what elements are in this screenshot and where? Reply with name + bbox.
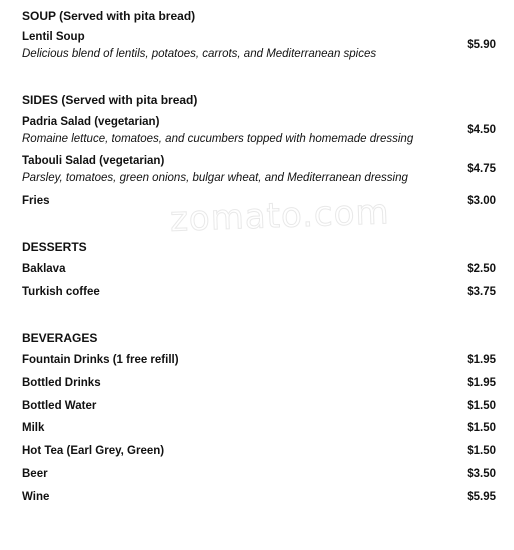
item-price-fries: $3.00 bbox=[467, 195, 496, 207]
item-desc-tabouli-salad: Parsley, tomatoes, green onions, bulgar wheat, and Mediterranean dressing bbox=[22, 172, 408, 184]
item-price-baklava: $2.50 bbox=[467, 263, 496, 275]
item-desc-lentil-soup: Delicious blend of lentils, potatoes, carrots, and Mediterranean spices bbox=[22, 48, 377, 60]
item-price-padria-salad: $4.50 bbox=[467, 124, 496, 136]
item-name-tabouli-salad: Tabouli Salad (vegetarian) bbox=[22, 155, 165, 167]
item-desc-padria-salad: Romaine lettuce, tomatoes, and cucumbers topped with homemade dressing bbox=[22, 133, 414, 145]
item-name-baklava: Baklava bbox=[22, 263, 66, 275]
item-price-bottled-drinks: $1.95 bbox=[467, 377, 496, 389]
item-price-beer: $3.50 bbox=[467, 468, 496, 480]
item-price-fountain-drinks: $1.95 bbox=[467, 354, 496, 366]
item-name-bottled-water: Bottled Water bbox=[22, 400, 97, 412]
item-name-fries: Fries bbox=[22, 195, 50, 207]
item-name-lentil-soup: Lentil Soup bbox=[22, 31, 85, 43]
section-title-sides: SIDES (Served with pita bread) bbox=[22, 93, 198, 107]
item-name-hot-tea: Hot Tea (Earl Grey, Green) bbox=[22, 445, 165, 457]
section-title-beverages: BEVERAGES bbox=[22, 331, 98, 345]
item-name-padria-salad: Padria Salad (vegetarian) bbox=[22, 116, 160, 128]
watermark: zomato.com bbox=[169, 192, 391, 240]
item-name-wine: Wine bbox=[22, 491, 50, 503]
item-price-milk: $1.50 bbox=[467, 422, 496, 434]
item-price-wine: $5.95 bbox=[467, 491, 496, 503]
item-name-beer: Beer bbox=[22, 468, 48, 480]
item-name-bottled-drinks: Bottled Drinks bbox=[22, 377, 101, 389]
item-name-turkish-coffee: Turkish coffee bbox=[22, 286, 100, 298]
item-price-hot-tea: $1.50 bbox=[467, 445, 496, 457]
item-price-lentil-soup: $5.90 bbox=[467, 39, 496, 51]
item-name-milk: Milk bbox=[22, 422, 45, 434]
section-title-desserts: DESSERTS bbox=[22, 240, 87, 254]
item-name-fountain-drinks: Fountain Drinks (1 free refill) bbox=[22, 354, 179, 366]
item-price-bottled-water: $1.50 bbox=[467, 400, 496, 412]
item-price-turkish-coffee: $3.75 bbox=[467, 286, 496, 298]
item-price-tabouli-salad: $4.75 bbox=[467, 163, 496, 175]
section-title-soup: SOUP (Served with pita bread) bbox=[22, 9, 196, 23]
